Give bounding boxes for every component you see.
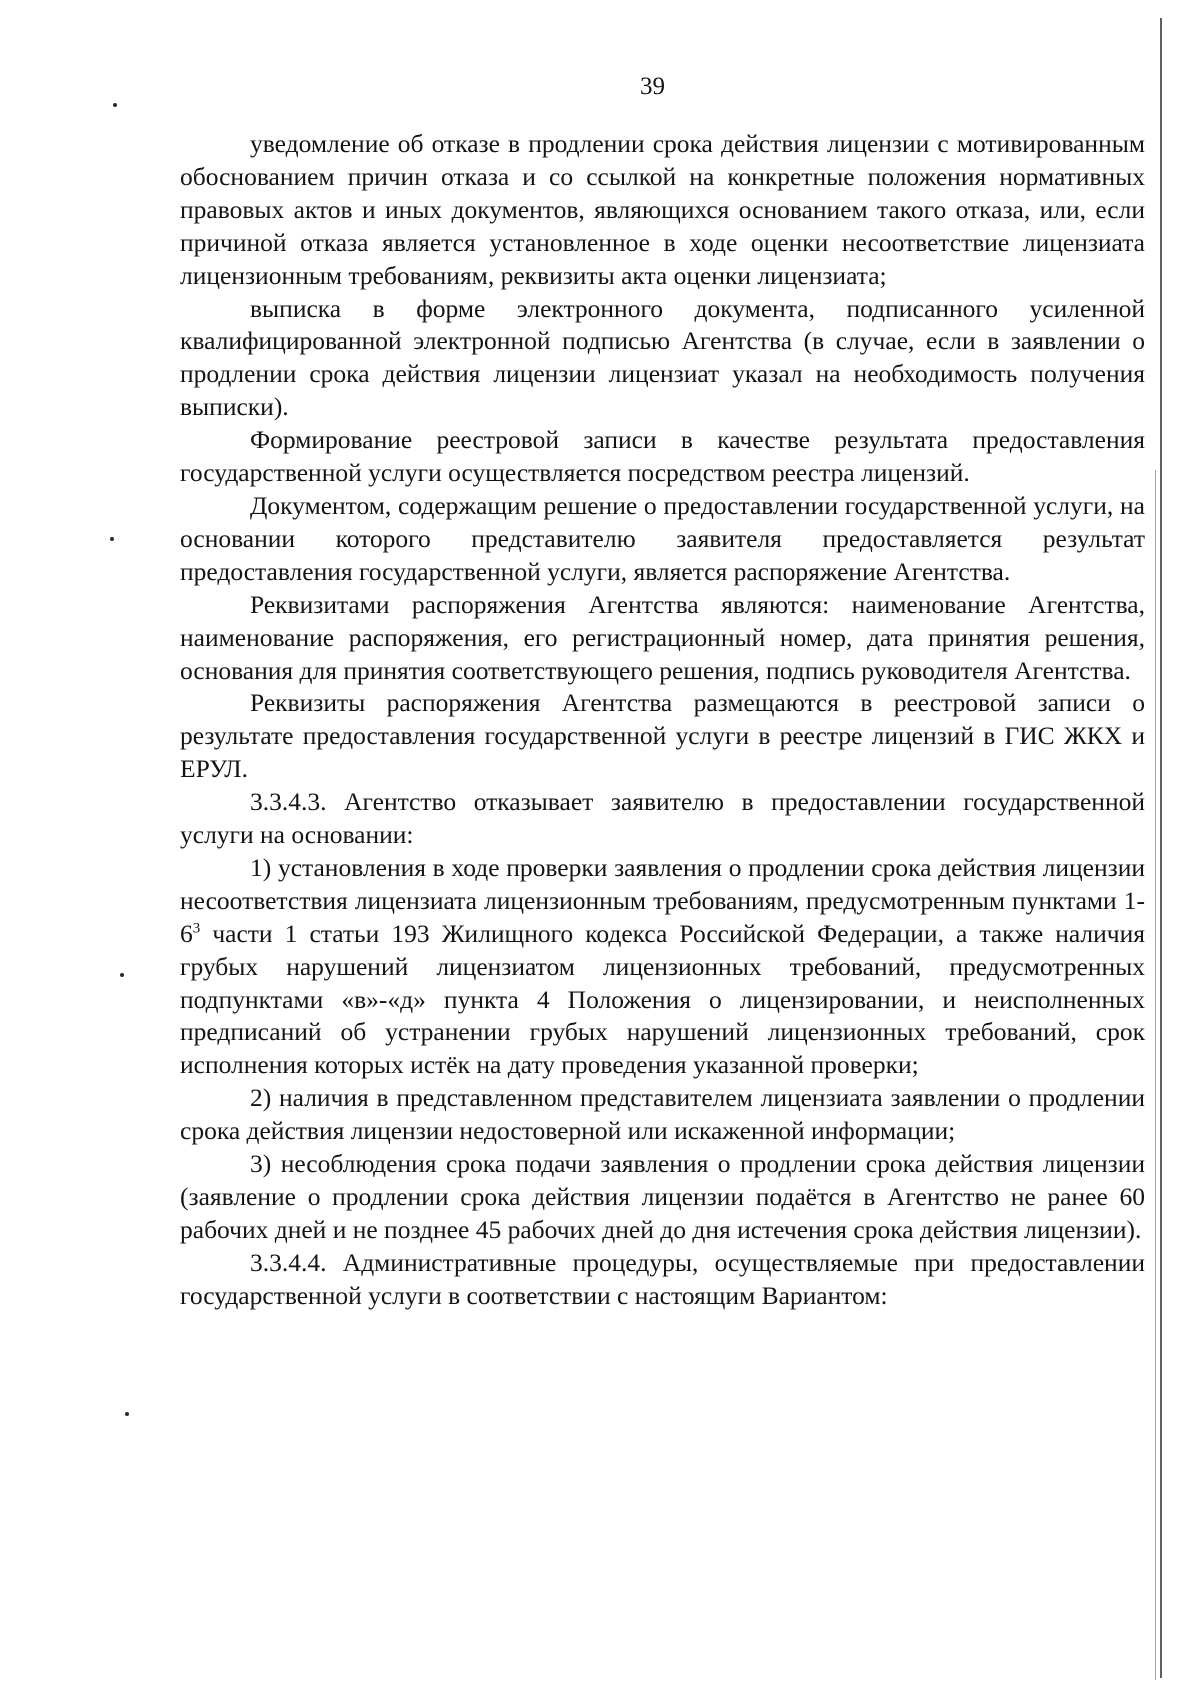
scan-speck <box>120 973 124 977</box>
ground-1-text-before: 1) установления в ходе проверки заявления о продлении срока действия лицензии несоответствия лицензиата лицензионным требованиям, предусмотренным пунктами 1-6 <box>180 852 1145 948</box>
paragraph-refusal-notice: уведомление об отказе в продлении срока действия лицензии с мотивированным обоснованием причин отказа и со ссылкой на конкретные положения нормативных правовых актов и иных документов, являющихся основанием такого отказа, или, если причиной отказа является установленное в ходе оценки несоответствие лицензиата лицензионным требованиям, реквизиты акта оценки лицензиата; <box>180 129 1145 290</box>
paragraph-extract: выписка в форме электронного документа, подписанного усиленной квалифицированной электронной подписью Агентства (в случае, если в заявлении о продлении срока действия лицензии лицензиат указал на необходимость получения выписки). <box>180 293 1145 422</box>
paragraph-decision-document: Документом, содержащим решение о предоставлении государственной услуги, на основании которого представителю заявителя предоставляется результат предоставления государственной услуги, является распоряжение Агентства. <box>180 490 1145 586</box>
scan-speck <box>113 103 117 107</box>
scan-speck <box>125 1412 129 1416</box>
paragraph-refusal-ground-1 <box>180 852 1145 1082</box>
page-number: 39 <box>640 73 665 100</box>
paragraph-order-details: Реквизитами распоряжения Агентства являются: наименование Агентства, наименование распоряжения, его регистрационный номер, дата принятия решения, основания для принятия соответствующего решения, подпись руководителя Агентства. <box>180 589 1145 685</box>
scan-edge-line-secondary <box>1155 470 1156 1680</box>
paragraph-refusal-ground-3: 3) несоблюдения срока подачи заявления о продлении срока действия лицензии (заявление о продлении срока действия лицензии подаётся в Агентство не ранее 60 рабочих дней и не позднее 45 рабочих дней до дня истечения срока действия лицензии). <box>180 1149 1145 1244</box>
body-text <box>180 128 1145 1313</box>
paragraph-registry-record: Формирование реестровой записи в качестве результата предоставления государственной услуги осуществляется посредством реестра лицензий. <box>180 425 1145 488</box>
paragraph-section-3-3-4-4: 3.3.4.4. Административные процедуры, осуществляемые при предоставлении государственной услуги в соответствии с настоящим Вариантом: <box>180 1247 1145 1310</box>
paragraph-refusal-ground-2: 2) наличия в представленном представителем лицензиата заявлении о продлении срока действия лицензии недостоверной или искаженной информации; <box>180 1083 1145 1146</box>
ground-1-text-after: части 1 статьи 193 Жилищного кодекса Российской Федерации, а также наличия грубых нарушений лицензиатом лицензионных требований, предусмотренных подпунктами «в»-«д» пункта 4 Положения о лицензировании, и неисполненных предписаний об устранении грубых нарушений лицензионных требований, срок исполнения которых истёк на дату проведения указанной проверки; <box>180 918 1145 1080</box>
paragraph-order-placement: Реквизиты распоряжения Агентства размещаются в реестровой записи о результате предоставления государственной услуги в реестре лицензий в ГИС ЖКХ и ЕРУЛ. <box>180 688 1145 784</box>
scan-edge-line <box>1160 18 1162 1678</box>
ground-1-superscript: 3 <box>192 920 201 937</box>
scan-speck <box>110 537 114 541</box>
paragraph-section-3-3-4-3: 3.3.4.3. Агентство отказывает заявителю в предоставлении государственной услуги на основании: <box>180 787 1145 850</box>
